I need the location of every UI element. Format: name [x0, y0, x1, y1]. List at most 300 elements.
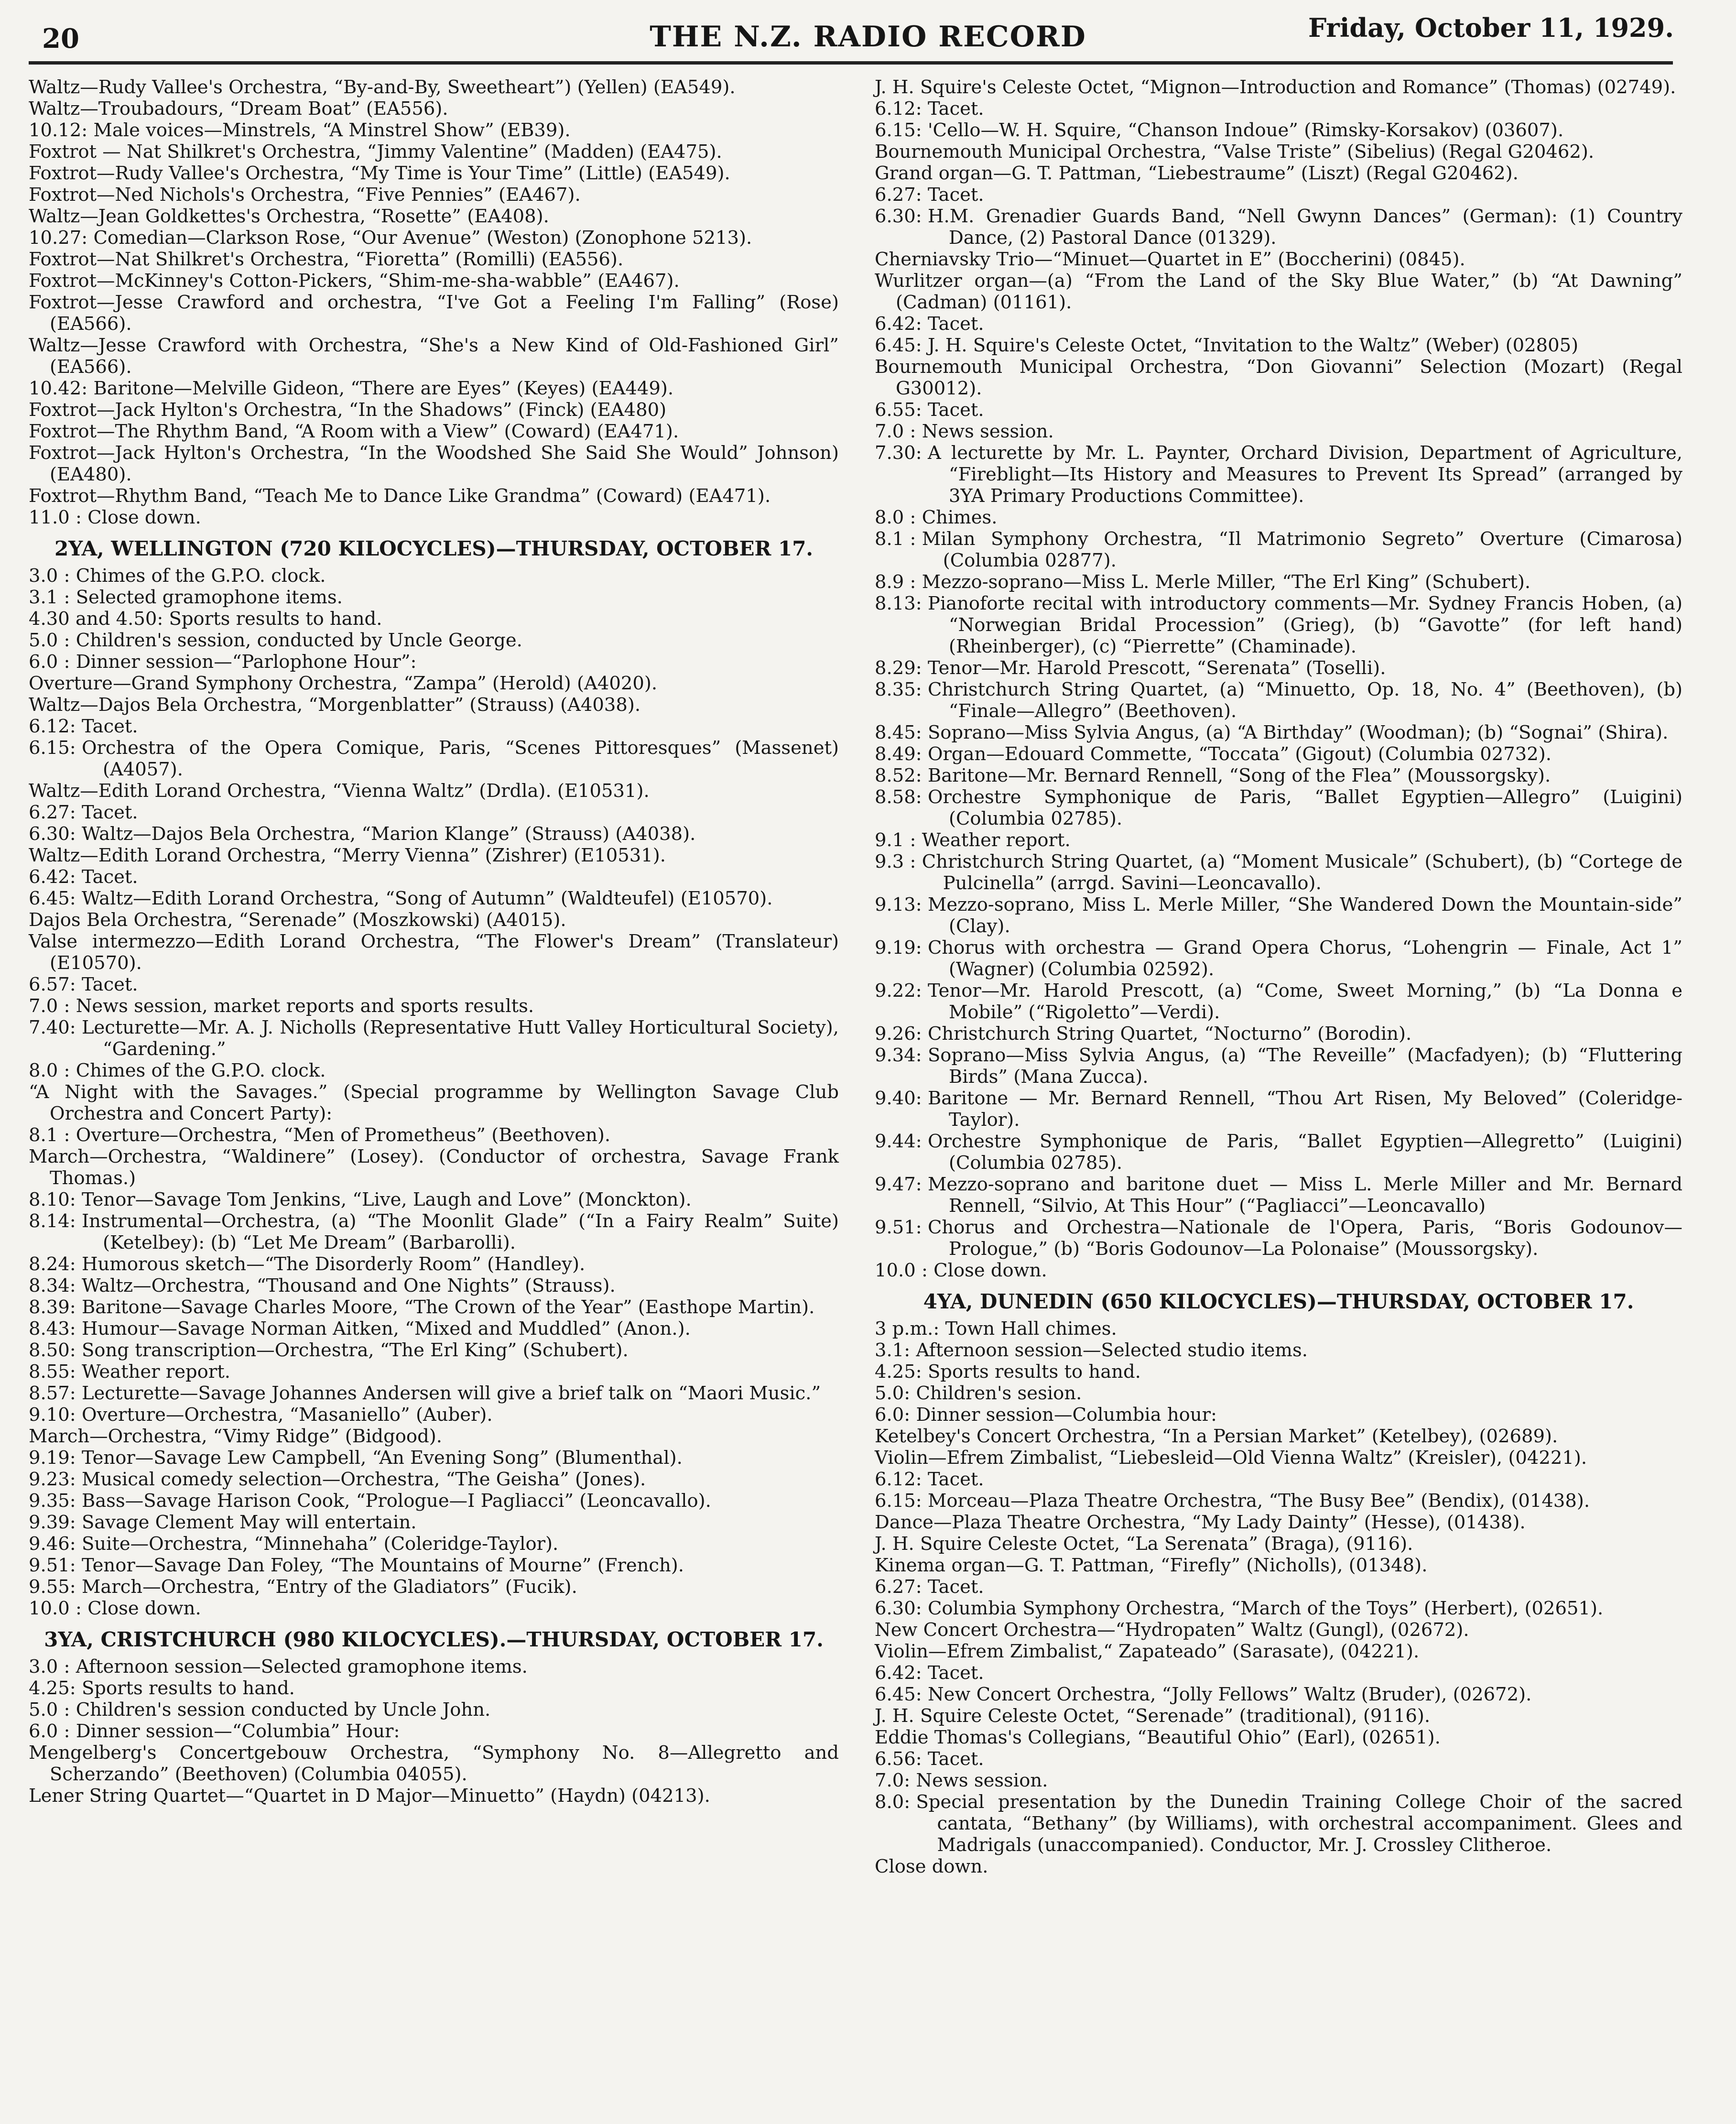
programme-entry	[875, 1533, 1682, 1555]
programme-entry	[875, 76, 1682, 98]
programme-entry	[29, 1017, 839, 1060]
entry-text: Children's session conducted by Uncle John.	[76, 1699, 491, 1721]
entry-text: Foxtrot—Ned Nichols's Orchestra, “Five Pennies” (EA467).	[29, 184, 581, 206]
entry-time: 8.0 :	[29, 1060, 76, 1081]
entry-text: Bournemouth Municipal Orchestra, “Don Giovanni” Selection (Mozart) (Regal G30012).	[875, 356, 1682, 399]
entry-time: 8.1 :	[875, 528, 922, 550]
entry-text: Chimes of the G.P.O. clock.	[76, 1060, 326, 1081]
entry-time: 6.15:	[29, 737, 82, 759]
entry-time: 8.24:	[29, 1253, 82, 1275]
programme-entry	[29, 1721, 839, 1742]
entry-text: Pianoforte recital with introductory comments—Mr. Sydney Francis Hoben, (a) “Norwegian Bridal Procession” (Grieg), (b) “Gavotte” (for left hand) (Rheinberger), (c) “Pierrette” (Chaminade).	[927, 593, 1682, 657]
programme-entry	[29, 1533, 839, 1555]
entry-time: 6.30:	[875, 206, 928, 227]
entry-text: Dinner session—Columbia hour:	[916, 1404, 1217, 1426]
programme-entry	[29, 565, 839, 587]
entry-text: Milan Symphony Orchestra, “Il Matrimonio Segreto” Overture (Cimarosa) (Columbia 02877).	[922, 528, 1682, 571]
programme-entry	[875, 1641, 1682, 1662]
entry-text: Special presentation by the Dunedin Training College Choir of the sacred cantata, “Bethany” (by Williams), with orchestral accompaniment. Glees and Madrigals (unaccompanied). Conductor, Mr. J. Crossley Clitheroe.	[916, 1791, 1682, 1856]
entry-time: 6.55:	[875, 399, 928, 421]
programme-entry	[29, 866, 839, 888]
entry-text: Foxtrot—Jack Hylton's Orchestra, “In the Shadows” (Finck) (EA480)	[29, 399, 667, 421]
entry-text: Baritone — Mr. Bernard Rennell, “Thou Art Risen, My Beloved” (Coleridge-Taylor).	[927, 1088, 1682, 1131]
programme-entry	[875, 765, 1682, 786]
programme-entry	[875, 593, 1682, 657]
entry-text: Close down.	[87, 1598, 201, 1619]
entry-time: 6.45:	[29, 888, 82, 909]
programme-entry	[29, 1447, 839, 1469]
entry-time: 8.0:	[875, 1791, 916, 1813]
entry-time: 9.39:	[29, 1512, 82, 1533]
programme-entry	[875, 1576, 1682, 1598]
entry-text: Waltz—Orchestra, “Thousand and One Nights” (Strauss).	[81, 1275, 616, 1296]
entry-text: Baritone—Mr. Bernard Rennell, “Song of the Flea” (Moussorgsky).	[927, 765, 1551, 786]
programme-entry	[875, 571, 1682, 593]
programme-entry	[875, 1791, 1682, 1856]
programme-entry	[875, 657, 1682, 679]
entry-time: 6.15:	[875, 120, 928, 141]
programme-entry	[875, 1770, 1682, 1791]
entry-text: Selected gramophone items.	[76, 587, 343, 608]
entry-time: 4.25:	[875, 1361, 928, 1383]
entry-time: 9.47:	[875, 1174, 928, 1195]
entry-text: Tacet.	[927, 184, 984, 206]
programme-entry	[875, 1598, 1682, 1619]
entry-time: 9.51:	[29, 1555, 82, 1576]
entry-text: Foxtrot—McKinney's Cotton-Pickers, “Shim-me-sha-wabble” (EA467).	[29, 270, 680, 292]
programme-entry	[875, 1131, 1682, 1174]
entry-text: Waltz—Troubadours, “Dream Boat” (EA556).	[29, 98, 448, 120]
programme-entry	[29, 845, 839, 866]
entry-time: 8.45:	[875, 722, 928, 743]
entry-text: Tacet.	[927, 1748, 984, 1770]
entry-text: J. H. Squire's Celeste Octet, “Invitation to the Waltz” (Weber) (02805)	[927, 335, 1579, 356]
programme-entry	[29, 270, 839, 292]
issue-date: Friday, October 11, 1929.	[1308, 12, 1674, 43]
entry-time: 6.12:	[875, 98, 928, 120]
entry-text: Male voices—Minstrels, “A Minstrel Show” (EB39).	[93, 120, 571, 141]
programme-entry	[29, 1210, 839, 1253]
entry-text: Orchestra of the Opera Comique, Paris, “Scenes Pittoresques” (Massenet) (A4057).	[81, 737, 839, 780]
entry-text: Weather report.	[922, 829, 1071, 851]
entry-time: 5.0:	[875, 1383, 916, 1404]
entry-text: A lecturette by Mr. L. Paynter, Orchard Division, Department of Agriculture, “Fireblight—Its History and Measures to Prevent Its Spread” (arranged by 3YA Primary Productions Committee).	[927, 442, 1682, 507]
entry-text: Tacet.	[927, 98, 984, 120]
entry-time: 3.0 :	[29, 565, 76, 587]
entry-time: 8.57:	[29, 1383, 82, 1404]
entry-text: Ketelbey's Concert Orchestra, “In a Persian Market” (Ketelbey), (02689).	[875, 1426, 1558, 1447]
entry-text: Town Hall chimes.	[945, 1318, 1117, 1340]
programme-entry	[875, 356, 1682, 399]
entry-text: Mezzo-soprano, Miss L. Merle Miller, “She Wandered Down the Mountain-side” (Clay).	[927, 894, 1682, 937]
entry-text: Waltz—Edith Lorand Orchestra, “Song of Autumn” (Waldteufel) (E10570).	[81, 888, 773, 909]
masthead-title: THE N.Z. RADIO RECORD	[650, 20, 1086, 54]
entry-time: 6.42:	[29, 866, 82, 888]
programme-entry	[29, 1469, 839, 1490]
programme-entry	[29, 485, 839, 507]
entry-text: March—Orchestra, “Entry of the Gladiators” (Fucik).	[81, 1576, 577, 1598]
entry-time: 8.55:	[29, 1361, 82, 1383]
programme-entry	[875, 1662, 1682, 1684]
page-header	[0, 0, 1736, 81]
station-heading: 3YA, CRISTCHURCH (980 KILOCYCLES).—THURSDAY, OCTOBER 17.	[44, 1628, 824, 1651]
entry-text: Chimes.	[922, 507, 998, 528]
entry-time: 7.0 :	[29, 995, 76, 1017]
entry-text: Foxtrot—Rudy Vallee's Orchestra, “My Time is Your Time” (Little) (EA549).	[29, 163, 730, 184]
entry-time: 9.3 :	[875, 851, 922, 872]
programme-entry	[29, 249, 839, 270]
entry-text: Dinner session—“Parlophone Hour”:	[76, 651, 417, 673]
programme-entry	[29, 1490, 839, 1512]
programme-entry	[875, 313, 1682, 335]
programme-entry	[29, 1189, 839, 1210]
entry-time: 3.1 :	[29, 587, 76, 608]
programme-entry	[875, 1727, 1682, 1748]
entry-text: Mezzo-soprano and baritone duet — Miss L. Merle Miller and Mr. Bernard Rennell, “Silvio, At This Hour” (“Pagliacci”—Leoncavallo)	[927, 1174, 1682, 1217]
entry-text: Mezzo-soprano—Miss L. Merle Miller, “The Erl King” (Schubert).	[922, 571, 1531, 593]
entry-time: 4.30 and 4.50:	[29, 608, 169, 630]
programme-entry	[29, 1404, 839, 1426]
entry-text: 'Cello—W. H. Squire, “Chanson Indoue” (Rimsky-Korsakov) (03607).	[927, 120, 1564, 141]
entry-text: Children's sesion.	[916, 1383, 1082, 1404]
entry-time: 9.35:	[29, 1490, 82, 1512]
entry-text: Foxtrot—Jack Hylton's Orchestra, “In the Woodshed She Said She Would” Johnson) (EA480).	[29, 442, 839, 485]
entry-time: 8.10:	[29, 1189, 82, 1210]
entry-text: Tenor—Mr. Harold Prescott, “Serenata” (Toselli).	[927, 657, 1386, 679]
entry-text: Sports results to hand.	[927, 1361, 1141, 1383]
entry-text: Foxtrot—Jesse Crawford and orchestra, “I've Got a Feeling I'm Falling” (Rose) (EA566).	[29, 292, 839, 335]
entry-text: Cherniavsky Trio—“Minuet—Quartet in E” (Boccherini) (0845).	[875, 249, 1465, 270]
entry-time: 11.0 :	[29, 507, 88, 528]
programme-entry	[29, 1677, 839, 1699]
entry-time: 8.49:	[875, 743, 928, 765]
entry-text: Tacet.	[81, 716, 138, 737]
entry-text: Tacet.	[927, 1469, 984, 1490]
entry-text: Waltz—Jesse Crawford with Orchestra, “She's a New Kind of Old-Fashioned Girl” (EA566).	[29, 335, 839, 378]
programme-entry	[29, 442, 839, 485]
entry-text: Waltz—Edith Lorand Orchestra, “Vienna Waltz” (Drdla). (E10531).	[29, 780, 650, 802]
entry-text: Overture—Grand Symphony Orchestra, “Zampa” (Herold) (A4020).	[29, 673, 658, 694]
programme-entry	[875, 1023, 1682, 1045]
programme-entry	[29, 737, 839, 780]
entry-time: 6.12:	[875, 1469, 928, 1490]
entry-time: 5.0 :	[29, 1699, 76, 1721]
programme-entry	[29, 1340, 839, 1361]
entry-time: 8.0 :	[875, 507, 922, 528]
entry-text: Soprano—Miss Sylvia Angus, (a) “A Birthday” (Woodman); (b) “Sognai” (Shira).	[927, 722, 1669, 743]
entry-time: 8.13:	[875, 593, 928, 614]
programme-entry	[875, 1340, 1682, 1361]
programme-entry	[875, 722, 1682, 743]
entry-text: Orchestre Symphonique de Paris, “Ballet Egyptien—Allegretto” (Luigini) (Columbia 02785).	[927, 1131, 1682, 1174]
programme-entry	[875, 894, 1682, 937]
programme-entry	[875, 1426, 1682, 1447]
programme-entry	[29, 1060, 839, 1081]
entry-text: Waltz—Jean Goldkettes's Orchestra, “Rosette” (EA408).	[29, 206, 549, 227]
programme-entry	[29, 1383, 839, 1404]
entry-time: 10.42:	[29, 378, 94, 399]
programme-entry	[29, 507, 839, 528]
programme-entry	[875, 937, 1682, 980]
entry-text: Chimes of the G.P.O. clock.	[76, 565, 326, 587]
programme-entry	[875, 1748, 1682, 1770]
programme-entry	[29, 1598, 839, 1619]
entry-time: 8.58:	[875, 786, 928, 808]
entry-time: 6.0:	[875, 1404, 916, 1426]
entry-time: 7.40:	[29, 1017, 82, 1038]
programme-entry	[875, 507, 1682, 528]
entry-text: Sports results to hand.	[169, 608, 382, 630]
programme-entry	[29, 1318, 839, 1340]
header-rule	[29, 61, 1673, 65]
entry-time: 9.44:	[875, 1131, 928, 1152]
entry-text: Close down.	[87, 507, 201, 528]
programme-entry	[875, 1490, 1682, 1512]
programme-entry	[29, 76, 839, 98]
entry-text: Organ—Edouard Commette, “Toccata” (Gigout) (Columbia 02732).	[927, 743, 1552, 765]
entry-text: J. H. Squire Celeste Octet, “Serenade” (traditional), (9116).	[875, 1705, 1431, 1727]
programme-entry	[29, 335, 839, 378]
entry-text: Foxtrot—Nat Shilkret's Orchestra, “Fioretta” (Romilli) (EA556).	[29, 249, 624, 270]
entry-time: 9.19:	[875, 937, 928, 959]
programme-entry	[29, 651, 839, 673]
programme-entry	[875, 1217, 1682, 1260]
programme-entry	[875, 1856, 1682, 1877]
entry-text: News session.	[916, 1770, 1048, 1791]
station-heading: 4YA, DUNEDIN (650 KILOCYCLES)—THURSDAY, OCTOBER 17.	[923, 1290, 1634, 1313]
entry-text: Humour—Savage Norman Aitken, “Mixed and Muddled” (Anon.).	[81, 1318, 691, 1340]
entry-text: Dajos Bela Orchestra, “Serenade” (Moszkowski) (A4015).	[29, 909, 566, 931]
programme-entry	[29, 184, 839, 206]
entry-time: 6.15:	[875, 1490, 928, 1512]
entry-time: 9.19:	[29, 1447, 82, 1469]
programme-entry	[29, 378, 839, 399]
programme-entry	[29, 206, 839, 227]
entry-time: 8.35:	[875, 679, 928, 700]
entry-text: Instrumental—Orchestra, (a) “The Moonlit Glade” (“In a Fairy Realm” Suite) (Ketelbey): (b) “Let Me Dream” (Barbarolli).	[81, 1210, 839, 1253]
entry-text: Tenor—Mr. Harold Prescott, (a) “Come, Sweet Morning,” (b) “La Donna e Mobile” (“Rigoletto”—Verdi).	[927, 980, 1682, 1023]
entry-time: 7.30:	[875, 442, 928, 464]
programme-entry	[875, 1045, 1682, 1088]
right-column	[875, 76, 1682, 1877]
entry-time: 9.23:	[29, 1469, 82, 1490]
programme-entry	[875, 980, 1682, 1023]
programme-entry	[875, 829, 1682, 851]
programme-entry	[29, 1124, 839, 1146]
programme-entry	[875, 141, 1682, 163]
programme-entry	[29, 630, 839, 651]
programme-entry	[875, 528, 1682, 571]
entry-time: 6.30:	[875, 1598, 928, 1619]
entry-time: 8.1 :	[29, 1124, 76, 1146]
entry-time: 3 p.m.:	[875, 1318, 945, 1340]
entry-text: Foxtrot—Rhythm Band, “Teach Me to Dance Like Grandma” (Coward) (EA471).	[29, 485, 771, 507]
entry-text: New Concert Orchestra, “Jolly Fellows” Waltz (Bruder), (02672).	[927, 1684, 1532, 1705]
entry-time: 8.39:	[29, 1296, 82, 1318]
programme-entry	[875, 184, 1682, 206]
entry-text: Columbia Symphony Orchestra, “March of the Toys” (Herbert), (02651).	[927, 1598, 1604, 1619]
programme-entry	[875, 249, 1682, 270]
entry-time: 9.40:	[875, 1088, 928, 1109]
programme-entry	[29, 1296, 839, 1318]
programme-entry	[875, 1555, 1682, 1576]
programme-entry	[875, 1404, 1682, 1426]
entry-text: Waltz—Rudy Vallee's Orchestra, “By-and-By, Sweetheart”) (Yellen) (EA549).	[29, 76, 736, 98]
entry-text: New Concert Orchestra—“Hydropaten” Waltz (Gungl), (02672).	[875, 1619, 1469, 1641]
entry-time: 6.42:	[875, 1662, 928, 1684]
programme-entry	[875, 120, 1682, 141]
entry-time: 6.42:	[875, 313, 928, 335]
entry-text: Lener String Quartet—“Quartet in D Major—Minuetto” (Haydn) (04213).	[29, 1785, 710, 1807]
entry-text: “A Night with the Savages.” (Special programme by Wellington Savage Club Orchestra and Concert Party):	[29, 1081, 839, 1124]
entry-time: 4.25:	[29, 1677, 82, 1699]
entry-time: 9.1 :	[875, 829, 922, 851]
entry-time: 8.9 :	[875, 571, 922, 593]
entry-text: Eddie Thomas's Collegians, “Beautiful Ohio” (Earl), (02651).	[875, 1727, 1441, 1748]
entry-text: Waltz—Dajos Bela Orchestra, “Morgenblatter” (Strauss) (A4038).	[29, 694, 641, 716]
entry-text: News session.	[922, 421, 1054, 442]
programme-entry	[29, 1656, 839, 1677]
entry-time: 9.34:	[875, 1045, 928, 1066]
entry-time: 7.0 :	[875, 421, 922, 442]
entry-time: 10.12:	[29, 120, 94, 141]
station-heading: 2YA, WELLINGTON (720 KILOCYCLES)—THURSDAY, OCTOBER 17.	[54, 537, 814, 560]
programme-entry	[29, 694, 839, 716]
entry-text: Close down.	[933, 1260, 1047, 1281]
left-column	[29, 76, 839, 1807]
entry-time: 3.1:	[875, 1340, 916, 1361]
programme-entry	[29, 608, 839, 630]
programme-entry	[875, 270, 1682, 313]
programme-entry	[29, 1253, 839, 1275]
entry-text: Dinner session—“Columbia” Hour:	[76, 1721, 400, 1742]
entry-text: Chorus and Orchestra—Nationale de l'Opera, Paris, “Boris Godounov—Prologue,” (b) “Boris Godounov—La Polonaise” (Moussorgsky).	[927, 1217, 1682, 1260]
programme-entry	[29, 1146, 839, 1189]
entry-text: Tacet.	[927, 1662, 984, 1684]
programme-entry	[29, 421, 839, 442]
programme-entry	[875, 679, 1682, 722]
entry-time: 8.14:	[29, 1210, 82, 1232]
entry-time: 6.27:	[29, 802, 82, 823]
programme-entry	[29, 1699, 839, 1721]
entry-text: Overture—Orchestra, “Men of Prometheus” (Beethoven).	[76, 1124, 611, 1146]
entry-text: Tacet.	[927, 313, 984, 335]
entry-text: Baritone—Melville Gideon, “There are Eyes” (Keyes) (EA449).	[93, 378, 674, 399]
programme-entry	[875, 1318, 1682, 1340]
programme-entry	[875, 421, 1682, 442]
entry-time: 3.0 :	[29, 1656, 76, 1677]
programme-entry	[875, 1088, 1682, 1131]
programme-entry	[875, 1260, 1682, 1281]
entry-time: 10.0 :	[29, 1598, 88, 1619]
entry-text: Christchurch String Quartet, (a) “Minuetto, Op. 18, No. 4” (Beethoven), (b) “Finale—Allegro” (Beethoven).	[927, 679, 1682, 722]
programme-entry	[29, 1081, 839, 1124]
entry-text: Tacet.	[927, 1576, 984, 1598]
programme-entry	[875, 98, 1682, 120]
entry-text: Musical comedy selection—Orchestra, “The Geisha” (Jones).	[81, 1469, 646, 1490]
programme-entry	[875, 442, 1682, 507]
entry-time: 6.45:	[875, 1684, 928, 1705]
entry-text: Waltz—Dajos Bela Orchestra, “Marion Klange” (Strauss) (A4038).	[81, 823, 696, 845]
programme-entry	[29, 1742, 839, 1785]
entry-text: Tenor—Savage Lew Campbell, “An Evening Song” (Blumenthal).	[81, 1447, 683, 1469]
entry-text: Violin—Efrem Zimbalist,“ Zapateado” (Sarasate), (04221).	[875, 1641, 1420, 1662]
programme-entry	[29, 141, 839, 163]
programme-entry	[29, 399, 839, 421]
programme-entry	[875, 1705, 1682, 1727]
programme-entry	[875, 1447, 1682, 1469]
programme-entry	[29, 227, 839, 249]
entry-text: Christchurch String Quartet, (a) “Moment Musicale” (Schubert), (b) “Cortege de Pulcinella” (arrgd. Savini—Leoncavallo).	[922, 851, 1682, 894]
entry-text: Tacet.	[81, 802, 138, 823]
entry-time: 6.0 :	[29, 651, 76, 673]
entry-text: Dance—Plaza Theatre Orchestra, “My Lady Dainty” (Hesse), (01438).	[875, 1512, 1526, 1533]
programme-entry	[29, 163, 839, 184]
programme-entry	[29, 716, 839, 737]
entry-text: Grand organ—G. T. Pattman, “Liebestraume” (Liszt) (Regal G20462).	[875, 163, 1519, 184]
entry-text: News session, market reports and sports results.	[76, 995, 534, 1017]
entry-text: J. H. Squire's Celeste Octet, “Mignon—Introduction and Romance” (Thomas) (02749).	[875, 76, 1676, 98]
entry-time: 8.34:	[29, 1275, 82, 1296]
entry-text: Christchurch String Quartet, “Nocturno” (Borodin).	[927, 1023, 1412, 1045]
entry-time: 8.50:	[29, 1340, 82, 1361]
programme-entry	[29, 995, 839, 1017]
entry-time: 10.0 :	[875, 1260, 934, 1281]
entry-text: Kinema organ—G. T. Pattman, “Firefly” (Nicholls), (01348).	[875, 1555, 1428, 1576]
programme-entry	[875, 786, 1682, 829]
entry-time: 8.29:	[875, 657, 928, 679]
entry-text: Savage Clement May will entertain.	[81, 1512, 417, 1533]
programme-entry	[875, 1512, 1682, 1533]
page-number: 20	[42, 23, 79, 54]
entry-time: 9.22:	[875, 980, 928, 1002]
programme-entry	[29, 1555, 839, 1576]
programme-entry	[29, 909, 839, 931]
programme-entry	[875, 1174, 1682, 1217]
entry-text: Children's session, conducted by Uncle George.	[76, 630, 522, 651]
entry-text: Afternoon session—Selected studio items.	[916, 1340, 1308, 1361]
entry-text: Foxtrot—The Rhythm Band, “A Room with a View” (Coward) (EA471).	[29, 421, 679, 442]
programme-entry	[875, 1619, 1682, 1641]
programme-entry	[875, 1469, 1682, 1490]
programme-entry	[29, 823, 839, 845]
entry-text: Comedian—Clarkson Rose, “Our Avenue” (Weston) (Zonophone 5213).	[93, 227, 752, 249]
entry-text: Overture—Orchestra, “Masaniello” (Auber).	[81, 1404, 493, 1426]
entry-text: J. H. Squire Celeste Octet, “La Serenata” (Braga), (9116).	[875, 1533, 1413, 1555]
entry-time: 6.56:	[875, 1748, 928, 1770]
programme-entry	[29, 587, 839, 608]
entry-text: H.M. Grenadier Guards Band, “Nell Gwynn Dances” (German): (1) Country Dance, (2) Pastoral Dance (01329).	[927, 206, 1682, 249]
programme-entry	[29, 1361, 839, 1383]
entry-time: 6.30:	[29, 823, 82, 845]
programme-entry	[875, 335, 1682, 356]
entry-time: 9.10:	[29, 1404, 82, 1426]
entry-text: Foxtrot — Nat Shilkret's Orchestra, “Jimmy Valentine” (Madden) (EA475).	[29, 141, 722, 163]
programme-entry	[29, 780, 839, 802]
entry-text: Afternoon session—Selected gramophone items.	[76, 1656, 528, 1677]
entry-time: 6.45:	[875, 335, 928, 356]
programme-entry	[29, 673, 839, 694]
programme-entry	[29, 888, 839, 909]
programme-entry	[875, 1383, 1682, 1404]
entry-text: Orchestre Symphonique de Paris, “Ballet Egyptien—Allegro” (Luigini) (Columbia 02785).	[927, 786, 1682, 829]
entry-text: Song transcription—Orchestra, “The Erl King” (Schubert).	[81, 1340, 629, 1361]
programme-entry	[29, 1576, 839, 1598]
entry-time: 6.57:	[29, 974, 82, 995]
entry-text: Bournemouth Municipal Orchestra, “Valse Triste” (Sibelius) (Regal G20462).	[875, 141, 1595, 163]
entry-time: 10.27:	[29, 227, 94, 249]
entry-text: Valse intermezzo—Edith Lorand Orchestra, “The Flower's Dream” (Translateur) (E10570).	[29, 931, 839, 974]
